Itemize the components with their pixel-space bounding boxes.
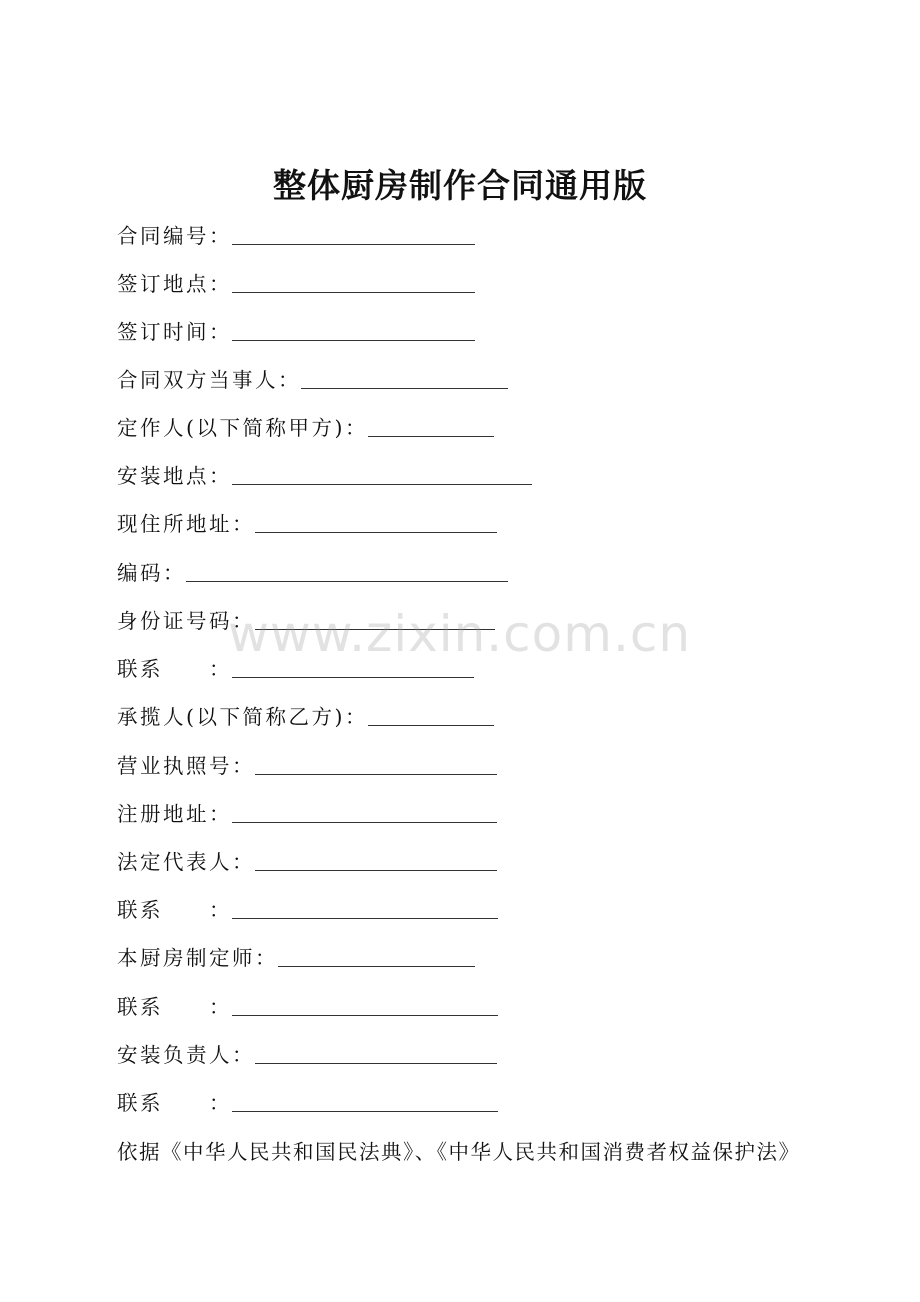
field-party-b: [117, 699, 494, 731]
field-contract-number: [117, 218, 475, 250]
watermark: www.zixin.com.cn: [228, 605, 692, 663]
blank-line: [232, 292, 475, 293]
blank-line: [232, 340, 475, 341]
field-label: 定作人(以下简称甲方)：: [117, 416, 368, 440]
field-label: 注册地址：: [117, 802, 232, 826]
field-id-number: [117, 603, 495, 635]
blank-line: [301, 388, 508, 389]
field-legal-representative: [117, 844, 497, 876]
field-contact-a: [117, 651, 474, 683]
blank-line: [255, 1063, 497, 1064]
field-install-location: [117, 458, 532, 490]
blank-line: [232, 822, 497, 823]
field-label: 联系 ：: [117, 1091, 232, 1115]
field-label: 合同编号：: [117, 224, 232, 248]
field-registered-address: [117, 796, 497, 828]
field-label: 合同双方当事人：: [117, 368, 301, 392]
field-contact-installer: [117, 1085, 498, 1117]
field-label: 联系 ：: [117, 995, 232, 1019]
legal-basis-paragraph: 依据《中华人民共和国民法典》、《中华人民共和国消费者权益保护法》: [117, 1140, 801, 1164]
blank-line: [255, 774, 497, 775]
field-postal-code: [117, 555, 508, 587]
blank-line: [232, 244, 475, 245]
field-install-manager: [117, 1037, 497, 1069]
blank-line: [232, 918, 498, 919]
field-label: 联系 ：: [117, 657, 232, 681]
field-kitchen-designer: [117, 940, 475, 972]
blank-line: [368, 725, 494, 726]
blank-line: [255, 870, 497, 871]
blank-line: [232, 677, 474, 678]
field-contact-b: [117, 892, 498, 924]
field-contact-designer: [117, 989, 498, 1021]
field-business-license: [117, 748, 497, 780]
blank-line: [368, 436, 494, 437]
field-label: 身份证号码：: [117, 609, 255, 633]
blank-line: [232, 1015, 498, 1016]
blank-line: [278, 966, 475, 967]
field-label: 签订时间：: [117, 320, 232, 344]
field-label: 联系 ：: [117, 898, 232, 922]
blank-line: [255, 532, 497, 533]
blank-line: [255, 629, 495, 630]
field-label: 承揽人(以下简称乙方)：: [117, 705, 368, 729]
field-label: 签订地点：: [117, 272, 232, 296]
field-label: 现住所地址：: [117, 512, 255, 536]
field-label: 营业执照号：: [117, 754, 255, 778]
field-signing-place: [117, 266, 475, 298]
blank-line: [232, 1111, 498, 1112]
field-signing-time: [117, 314, 475, 346]
field-label: 安装地点：: [117, 464, 232, 488]
field-label: 法定代表人：: [117, 850, 255, 874]
blank-line: [232, 484, 532, 485]
field-label: 本厨房制定师：: [117, 946, 278, 970]
blank-line: [186, 581, 508, 582]
field-parties: [117, 362, 508, 394]
document-title: 整体厨房制作合同通用版: [273, 166, 647, 205]
field-label: 编码：: [117, 561, 186, 585]
field-label: 安装负责人：: [117, 1043, 255, 1067]
field-party-a: [117, 410, 494, 442]
field-current-address: [117, 506, 497, 538]
